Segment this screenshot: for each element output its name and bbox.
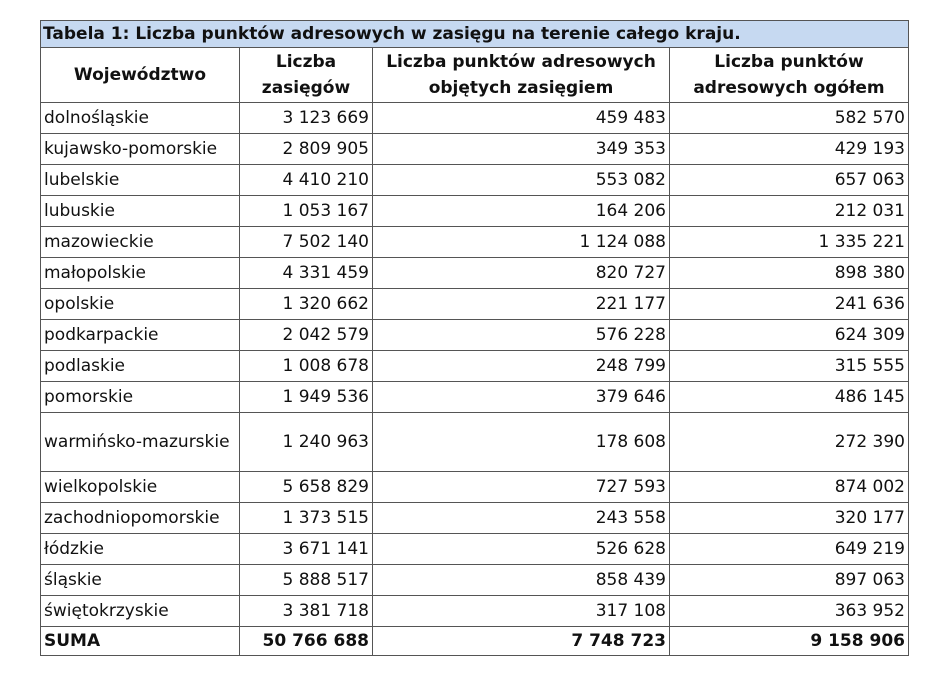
table-row — [41, 320, 909, 351]
cell-voivodeship: dolnośląskie — [41, 103, 240, 134]
cell-total-points: 657 063 — [670, 165, 909, 196]
cell-voivodeship: warmińsko-mazurskie — [41, 413, 240, 472]
table-row — [41, 134, 909, 165]
cell-covered-points: 178 608 — [373, 413, 670, 472]
cell-covered-points: 727 593 — [373, 472, 670, 503]
cell-coverage-count: 1 949 536 — [240, 382, 373, 413]
cell-total-points: 582 570 — [670, 103, 909, 134]
cell-coverage-count: 3 381 718 — [240, 596, 373, 627]
cell-voivodeship: małopolskie — [41, 258, 240, 289]
cell-covered-points: 221 177 — [373, 289, 670, 320]
cell-voivodeship: lubelskie — [41, 165, 240, 196]
cell-coverage-count: 5 658 829 — [240, 472, 373, 503]
cell-covered-points: 1 124 088 — [373, 227, 670, 258]
sum-total-points: 9 158 906 — [670, 627, 909, 656]
header-total-points: Liczba punktów adresowych ogółem — [670, 48, 909, 103]
cell-covered-points: 379 646 — [373, 382, 670, 413]
sum-covered-points: 7 748 723 — [373, 627, 670, 656]
cell-total-points: 898 380 — [670, 258, 909, 289]
table-row — [41, 351, 909, 382]
cell-total-points: 649 219 — [670, 534, 909, 565]
cell-total-points: 897 063 — [670, 565, 909, 596]
sum-label: SUMA — [41, 627, 240, 656]
cell-coverage-count: 1 008 678 — [240, 351, 373, 382]
cell-covered-points: 164 206 — [373, 196, 670, 227]
table-row — [41, 472, 909, 503]
cell-coverage-count: 2 809 905 — [240, 134, 373, 165]
table-row — [41, 382, 909, 413]
cell-total-points: 241 636 — [670, 289, 909, 320]
cell-coverage-count: 2 042 579 — [240, 320, 373, 351]
cell-total-points: 1 335 221 — [670, 227, 909, 258]
cell-covered-points: 858 439 — [373, 565, 670, 596]
cell-voivodeship: łódzkie — [41, 534, 240, 565]
cell-voivodeship: podkarpackie — [41, 320, 240, 351]
cell-voivodeship: opolskie — [41, 289, 240, 320]
sum-row — [41, 627, 909, 656]
table-row — [41, 596, 909, 627]
header-row — [41, 48, 909, 103]
cell-coverage-count: 3 671 141 — [240, 534, 373, 565]
cell-covered-points: 243 558 — [373, 503, 670, 534]
cell-total-points: 429 193 — [670, 134, 909, 165]
cell-coverage-count: 3 123 669 — [240, 103, 373, 134]
table-row — [41, 534, 909, 565]
cell-coverage-count: 1 053 167 — [240, 196, 373, 227]
cell-voivodeship: kujawsko-pomorskie — [41, 134, 240, 165]
address-points-table — [40, 20, 909, 656]
cell-covered-points: 820 727 — [373, 258, 670, 289]
cell-total-points: 320 177 — [670, 503, 909, 534]
header-covered-points: Liczba punktów adresowych objętych zasięgiem — [373, 48, 670, 103]
table-row — [41, 413, 909, 472]
cell-covered-points: 349 353 — [373, 134, 670, 165]
table-row — [41, 565, 909, 596]
cell-covered-points: 459 483 — [373, 103, 670, 134]
sum-coverage-count: 50 766 688 — [240, 627, 373, 656]
cell-covered-points: 317 108 — [373, 596, 670, 627]
cell-total-points: 315 555 — [670, 351, 909, 382]
cell-voivodeship: pomorskie — [41, 382, 240, 413]
cell-total-points: 272 390 — [670, 413, 909, 472]
cell-coverage-count: 4 331 459 — [240, 258, 373, 289]
cell-covered-points: 576 228 — [373, 320, 670, 351]
cell-voivodeship: wielkopolskie — [41, 472, 240, 503]
cell-covered-points: 248 799 — [373, 351, 670, 382]
cell-voivodeship: świętokrzyskie — [41, 596, 240, 627]
cell-voivodeship: śląskie — [41, 565, 240, 596]
table-caption: Tabela 1: Liczba punktów adresowych w zasięgu na terenie całego kraju. — [40, 20, 909, 47]
cell-total-points: 363 952 — [670, 596, 909, 627]
table-row — [41, 103, 909, 134]
table-row — [41, 196, 909, 227]
table-row — [41, 227, 909, 258]
table-row — [41, 503, 909, 534]
table-row — [41, 258, 909, 289]
cell-total-points: 624 309 — [670, 320, 909, 351]
cell-total-points: 212 031 — [670, 196, 909, 227]
table-row — [41, 165, 909, 196]
cell-voivodeship: zachodniopomorskie — [41, 503, 240, 534]
cell-total-points: 874 002 — [670, 472, 909, 503]
cell-total-points: 486 145 — [670, 382, 909, 413]
cell-voivodeship: podlaskie — [41, 351, 240, 382]
header-voivodeship: Województwo — [41, 48, 240, 103]
cell-coverage-count: 1 240 963 — [240, 413, 373, 472]
cell-voivodeship: mazowieckie — [41, 227, 240, 258]
table-container — [40, 20, 908, 656]
cell-coverage-count: 4 410 210 — [240, 165, 373, 196]
cell-coverage-count: 7 502 140 — [240, 227, 373, 258]
cell-coverage-count: 1 320 662 — [240, 289, 373, 320]
table-row — [41, 289, 909, 320]
cell-covered-points: 526 628 — [373, 534, 670, 565]
cell-covered-points: 553 082 — [373, 165, 670, 196]
cell-coverage-count: 5 888 517 — [240, 565, 373, 596]
cell-coverage-count: 1 373 515 — [240, 503, 373, 534]
header-coverage-count: Liczba zasięgów — [240, 48, 373, 103]
cell-voivodeship: lubuskie — [41, 196, 240, 227]
